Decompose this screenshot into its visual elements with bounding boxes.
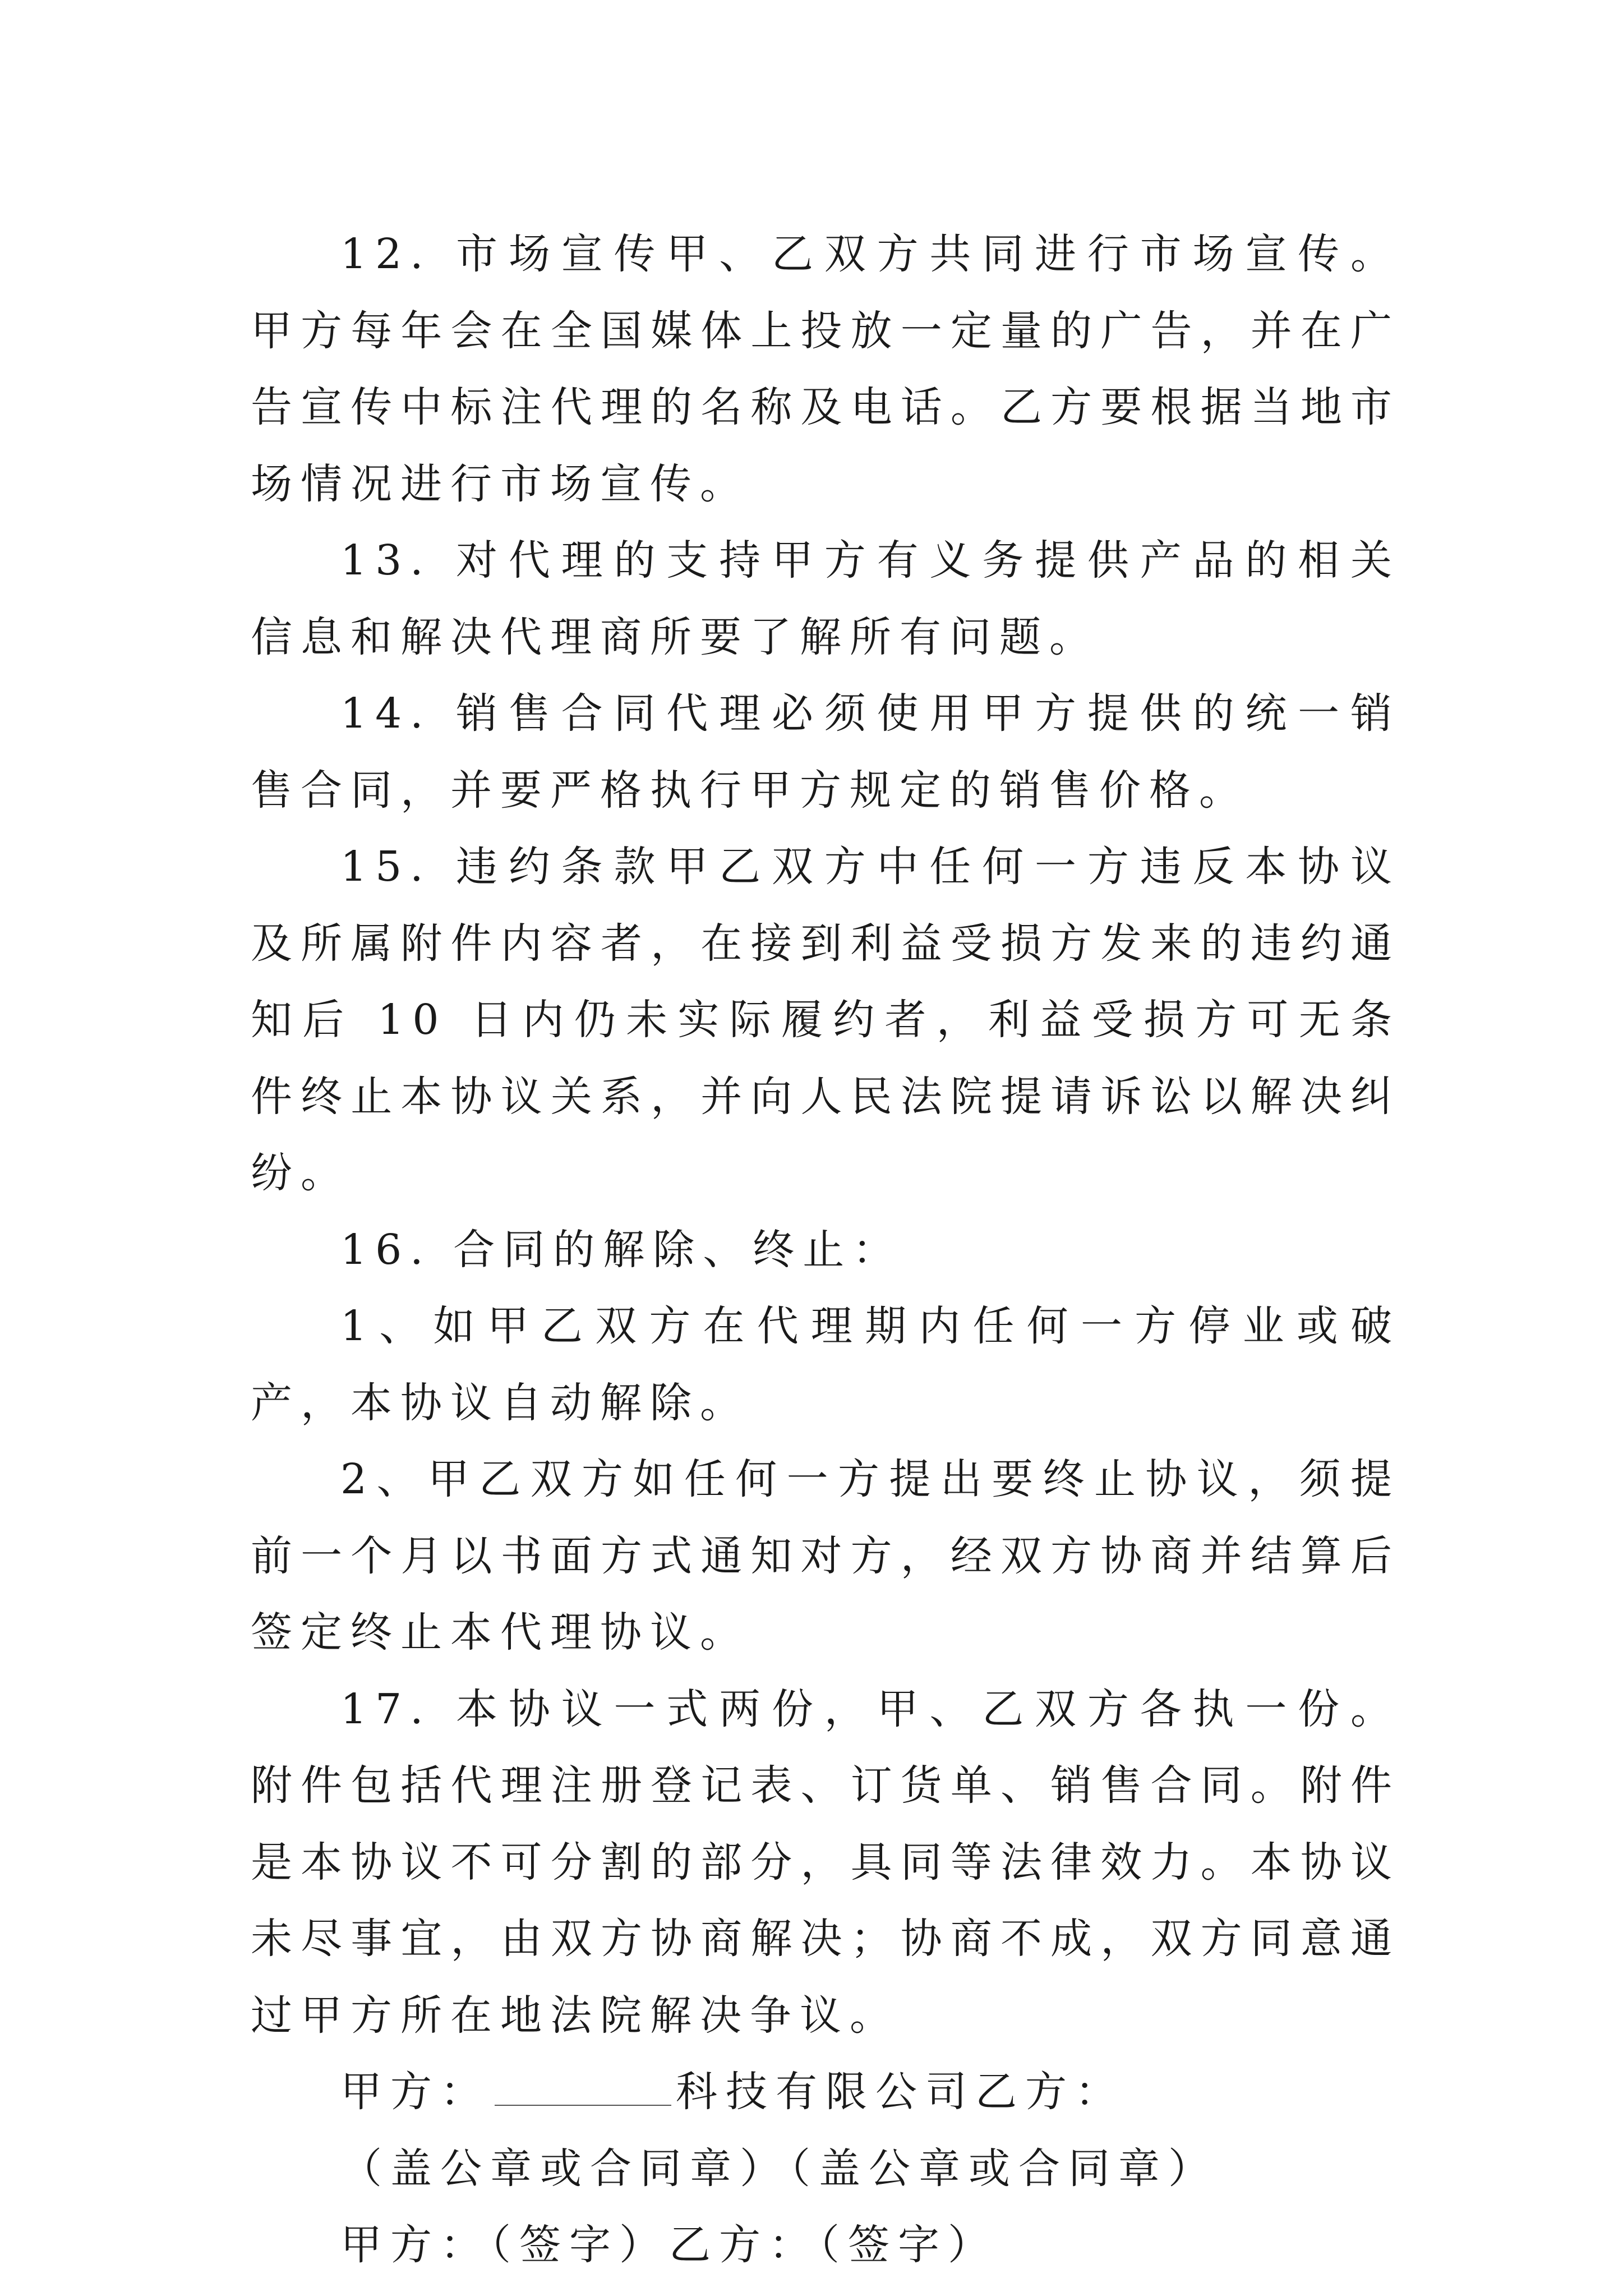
- contract-body: [251, 216, 1400, 2284]
- sign-line: 甲方：（签字）乙方：（签字）: [340, 2221, 998, 2269]
- party-a-name-blank[interactable]: [495, 2071, 671, 2106]
- seal-line: （盖公章或合同章）（盖公章或合同章）: [340, 2144, 1218, 2193]
- clause-13: 13. 对代理的支持甲方有义务提供产品的相关信息和解决代理商所要了解所有问题。: [251, 536, 1400, 661]
- clause-12: 12. 市场宣传甲、乙双方共同进行市场宣传。甲方每年会在全国媒体上投放一定量的广告，并在广告宣传中标注代理的名称及电话。乙方要根据当地市场情况进行市场宣传。: [251, 230, 1400, 508]
- clause-14: 14. 销售合同代理必须使用甲方提供的统一销售合同，并要严格执行甲方规定的销售价格。: [251, 689, 1400, 815]
- clause-16: 16. 合同的解除、终止：: [340, 1225, 903, 1274]
- party-a-label: 甲方：: [340, 2068, 490, 2116]
- clause-16-item-1: 1、如甲乙双方在代理期内任何一方停业或破产，本协议自动解除。: [251, 1302, 1400, 1427]
- clause-17: 17. 本协议一式两份，甲、乙双方各执一份。附件包括代理注册登记表、订货单、销售合同。附件是本协议不可分割的部分，具同等法律效力。本协议未尽事宜，由双方协商解决；协商不成，双方同意通过甲方所在地法院解决争议。: [251, 1685, 1400, 2040]
- clause-15: 15. 违约条款甲乙双方中任何一方违反本协议及所属附件内容者，在接到利益受损方发来的违约通知后 10 日内仍未实际履约者，利益受损方可无条件终止本协议关系，并向人民法院提请诉讼以解决纠纷。: [251, 843, 1400, 1197]
- party-a-line: [251, 2054, 1400, 2131]
- party-a-company-suffix: 科技有限公司乙方：: [676, 2068, 1125, 2116]
- clause-16-item-2: 2、甲乙双方如任何一方提出要终止协议，须提前一个月以书面方式通知对方，经双方协商并结算后签定终止本代理协议。: [251, 1455, 1400, 1657]
